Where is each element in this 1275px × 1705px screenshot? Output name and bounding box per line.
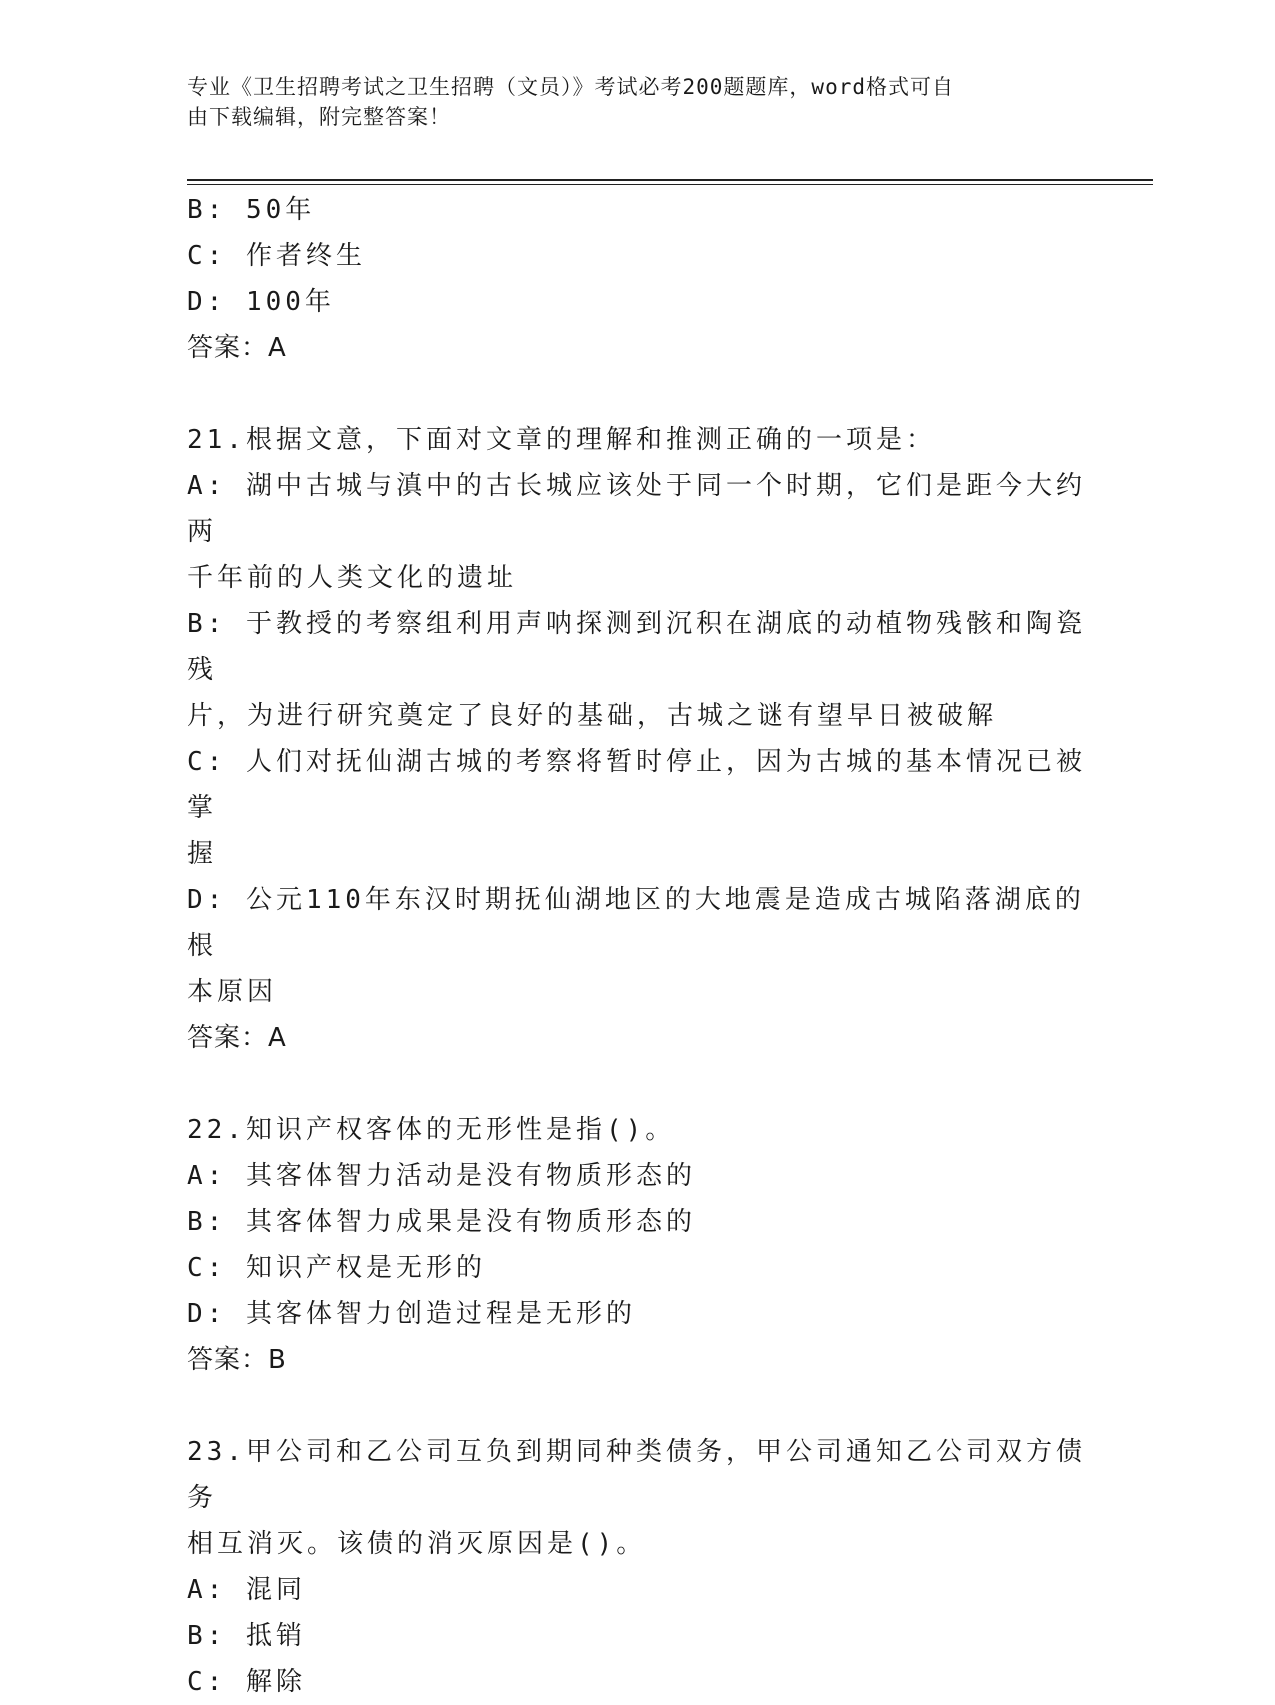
answer-key: 答案：A	[187, 333, 287, 363]
answer-option: A: 湖中古城与滇中的古长城应该处于同一个时期，它们是距今大约两	[187, 471, 1086, 547]
header-line-2: 由下载编辑，附完整答案！	[187, 105, 451, 129]
question-block	[187, 187, 1087, 371]
answer-option: D: 其客体智力创造过程是无形的	[187, 1299, 636, 1329]
question-block	[187, 417, 1087, 1061]
answer-option: C: 知识产权是无形的	[187, 1253, 486, 1283]
answer-option: A: 其客体智力活动是没有物质形态的	[187, 1161, 696, 1191]
answer-option: C: 作者终生	[187, 241, 366, 271]
question-block	[187, 1107, 1087, 1383]
answer-option: 千年前的人类文化的遗址	[187, 563, 518, 593]
answer-option: A: 混同	[187, 1575, 306, 1605]
question-stem: 23.甲公司和乙公司互负到期同种类债务，甲公司通知乙公司双方债务	[187, 1437, 1086, 1513]
question-list	[187, 187, 1087, 1705]
answer-option: B: 于教授的考察组利用声呐探测到沉积在湖底的动植物残骸和陶瓷残	[187, 609, 1086, 685]
answer-option: 握	[187, 839, 218, 869]
answer-key: 答案：A	[187, 1023, 287, 1053]
answer-option: C: 解除	[187, 1667, 306, 1697]
answer-option: C: 人们对抚仙湖古城的考察将暂时停止，因为古城的基本情况已被掌	[187, 747, 1086, 823]
answer-option: B: 50年	[187, 195, 316, 225]
question-stem: 22.知识产权客体的无形性是指()。	[187, 1115, 676, 1145]
answer-option: 本原因	[187, 977, 278, 1007]
answer-option: D: 100年	[187, 287, 335, 317]
question-stem: 相互消灭。该债的消灭原因是()。	[187, 1529, 647, 1559]
answer-option: 片，为进行研究奠定了良好的基础，古城之谜有望早日被破解	[187, 701, 998, 731]
answer-key: 答案：B	[187, 1345, 287, 1375]
document-header	[187, 72, 1077, 132]
header-divider-thin	[187, 184, 1153, 185]
question-stem: 21.根据文意，下面对文章的理解和推测正确的一项是：	[187, 425, 936, 455]
question-block	[187, 1429, 1087, 1705]
answer-option: B: 其客体智力成果是没有物质形态的	[187, 1207, 696, 1237]
header-line-1: 专业《卫生招聘考试之卫生招聘（文员）》考试必考200题题库，word格式可自	[187, 75, 954, 99]
header-divider	[187, 179, 1153, 181]
answer-option: D: 公元110年东汉时期抚仙湖地区的大地震是造成古城陷落湖底的根	[187, 885, 1085, 961]
answer-option: B: 抵销	[187, 1621, 306, 1651]
